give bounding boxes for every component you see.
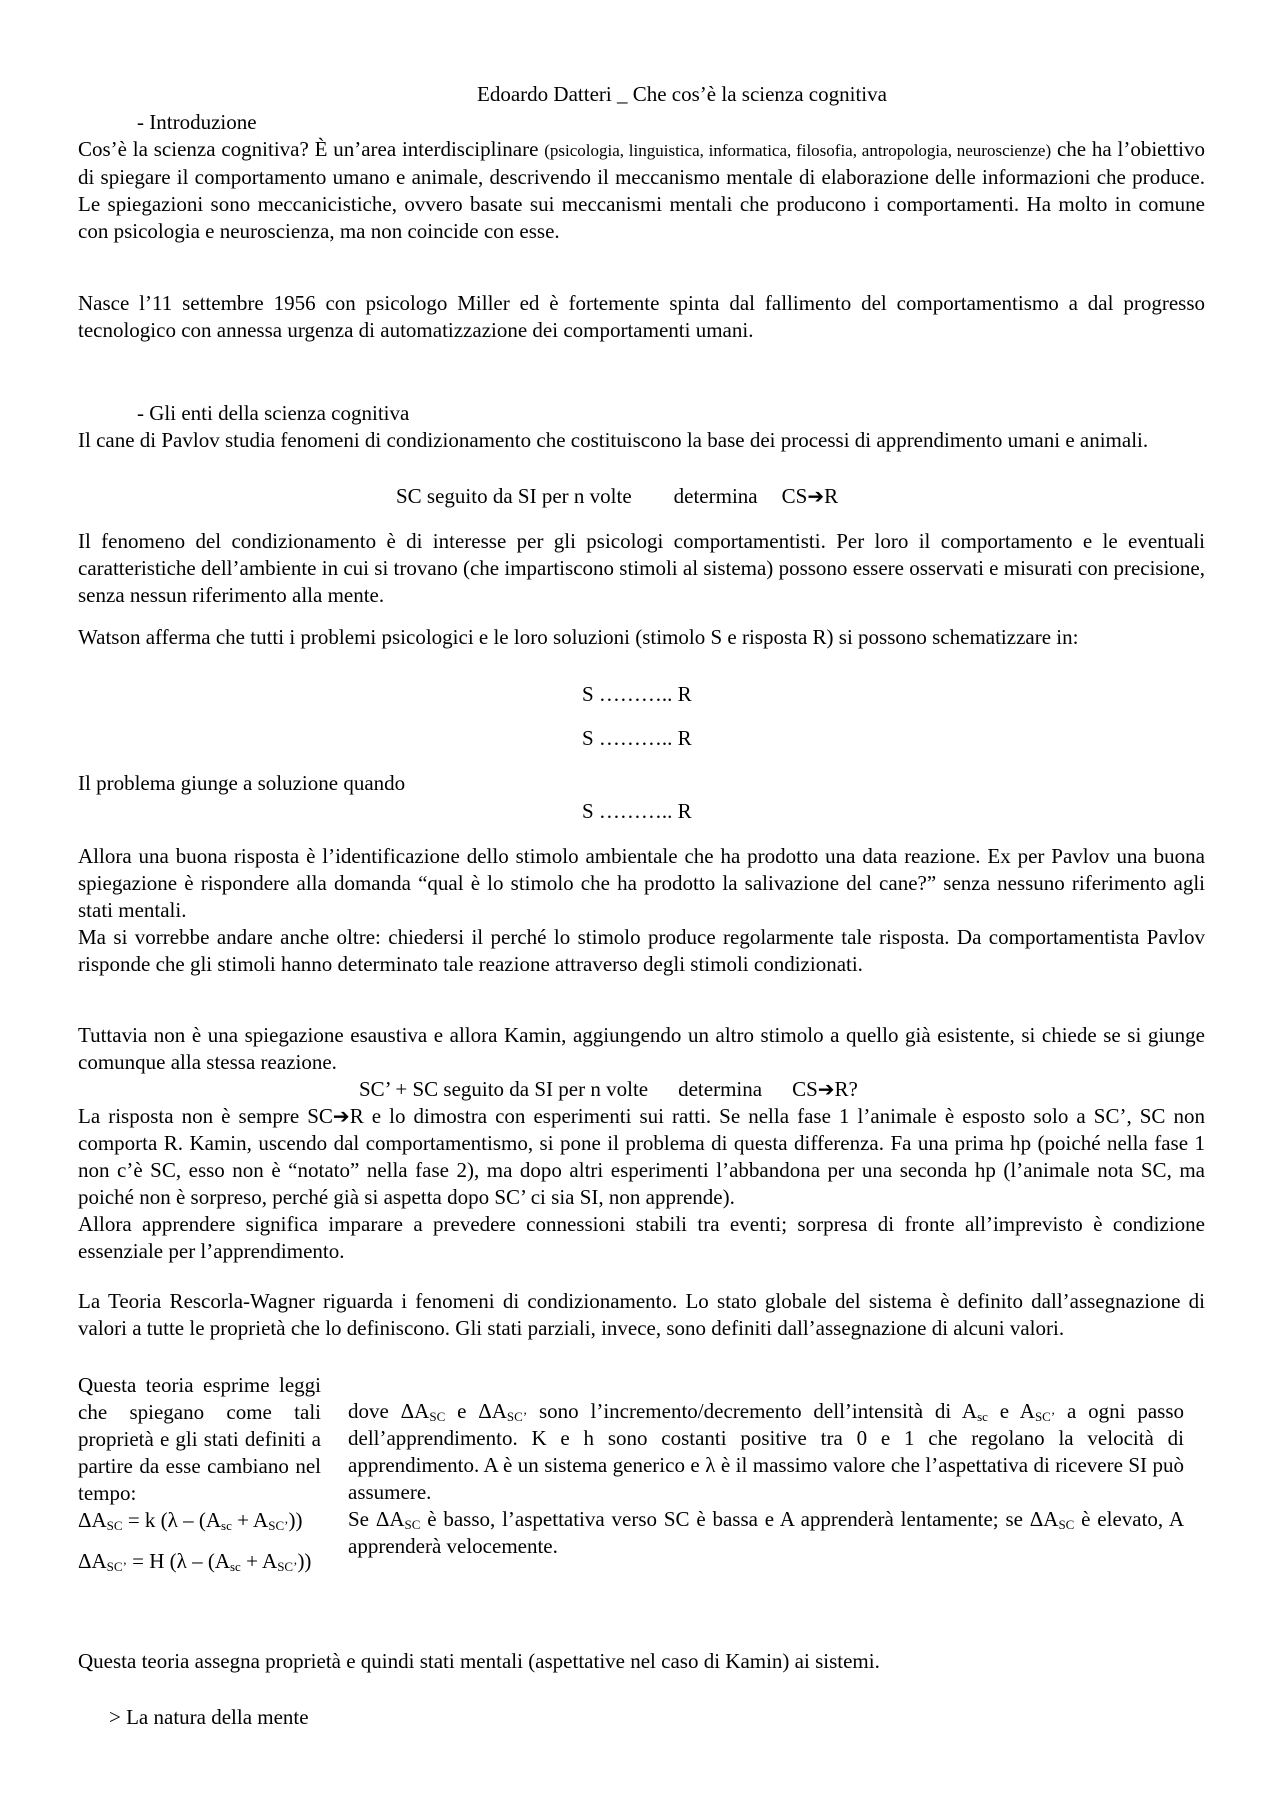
- disciplines-list: (psicologia, linguistica, informatica, filosofia, antropologia, neuroscienze): [544, 141, 1052, 160]
- paragraph-definition-start: Cos’è la scienza cognitiva? È un’area interdisciplinare: [78, 137, 545, 161]
- r1-a: dove: [348, 1399, 401, 1423]
- equations-column: [78, 1372, 321, 1575]
- paragraph-kamin-experiment-end: R e lo dimostra con esperimenti sui ratti. Se nella fase 1 l’animale è esposto solo a SC’, SC non comporta R. Kamin, uscendo dal comportamentismo, si pone il problema di questa differenza. Fa una prima hp (poiché nella fase 1 non c’è SC, esso non è “notato” nella fase 2), ma dopo altri esperimenti l’abbandona per una seconda hp (l’animale nota SC, ma poiché non è sorpreso, perché già si aspetta dopo SC’ ci sia SI, non apprende).: [78, 1104, 1206, 1209]
- r2-a: Se: [348, 1507, 376, 1531]
- arrow-icon: ➔: [817, 1077, 835, 1101]
- r2-delta-2: ΔA: [1029, 1507, 1059, 1531]
- sr-schema-3: S ……….. R: [582, 799, 692, 823]
- paragraph-origin: Nasce l’11 settembre 1956 con psicologo Miller ed è fortemente spinta dal fallimento del comportamentismo a dal progresso tecnologico con annessa urgenza di automatizzazione dei comportamenti umani.: [78, 291, 1205, 342]
- equation-delta-sc: [78, 1507, 321, 1534]
- sr-schema-1: S ……….. R: [582, 682, 692, 706]
- paragraph-behaviorists: Il fenomeno del condizionamento è di interesse per gli psicologi comportamentisti. Per loro il comportamento e le eventuali caratteristiche dell’ambiente in cui si trovano (che impartiscono stimoli al sistema) possono essere osservati e misurati con precisione, senza nessun riferimento alla mente.: [78, 529, 1205, 607]
- eq1-sub-sc: sc: [221, 1518, 232, 1533]
- formula-kamin-r: R?: [834, 1077, 858, 1101]
- eq2-delta: ΔA: [78, 1549, 107, 1573]
- eq2-sub-scp-2: SC’: [277, 1559, 298, 1574]
- eq1-plus: + A: [231, 1508, 269, 1532]
- theory-description: Questa teoria esprime leggi che spiegano come tali proprietà e gli stati definiti a partire da esse cambiano nel tempo:: [78, 1373, 321, 1505]
- paragraph-solution: Il problema giunge a soluzione quando: [78, 771, 406, 795]
- r2-delta-1: ΔA: [375, 1507, 405, 1531]
- arrow-icon: ➔: [807, 484, 825, 508]
- r1-b: e: [445, 1399, 479, 1423]
- formula-conditioning-r: R: [824, 484, 839, 508]
- formula-kamin-verb: determina: [678, 1077, 763, 1101]
- document-title: Edoardo Datteri _ Che cos’è la scienza cognitiva: [477, 82, 887, 106]
- paragraph-mental-states: Questa teoria assegna proprietà e quindi stati mentali (aspettative nel caso di Kamin) ai sistemi.: [78, 1649, 880, 1673]
- r2-b: è basso, l’aspettativa verso SC è bassa e A apprenderà lentamente; se: [420, 1507, 1030, 1531]
- r2-sub-2: SC: [1058, 1517, 1075, 1532]
- paragraph-beyond: Ma si vorrebbe andare anche oltre: chiedersi il perché lo stimolo produce regolarmente tale risposta. Da comportamentista Pavlov risponde che gli stimoli hanno determinato tale reazione attraverso degli stimoli condizionati.: [78, 925, 1205, 976]
- sr-schema-2: S ……….. R: [582, 726, 692, 750]
- eq1-delta: ΔA: [78, 1508, 107, 1532]
- arrow-icon: ➔: [332, 1104, 350, 1128]
- eq2-plus: + A: [240, 1549, 278, 1573]
- formula-conditioning-cs: CS: [781, 484, 808, 508]
- eq2-mid: = H (λ – (A: [126, 1549, 230, 1573]
- equation-delta-scp: [78, 1548, 321, 1575]
- section-heading-introduzione: - Introduzione: [137, 110, 257, 134]
- paragraph-definition-end: che ha l’obiettivo di spiegare il comportamento umano e animale, descrivendo il meccanismo mentale di elaborazione delle informazioni che produce. Le spiegazioni sono meccanicistiche, ovvero basate sui meccanismi mentali che producono i comportamenti. Ha molto in comune con psicologia e neuroscienza, ma non coincide con esse.: [78, 137, 1205, 243]
- explanation-column: [348, 1398, 1184, 1560]
- r2-sub-1: SC: [404, 1517, 421, 1532]
- formula-kamin: [359, 1076, 858, 1103]
- r1-sub-1: SC: [429, 1409, 446, 1424]
- r1-delta-2: ΔA: [478, 1399, 507, 1423]
- eq2-sub-scp: SC’: [106, 1559, 127, 1574]
- formula-conditioning-condition: SC seguito da SI per n volte: [396, 484, 632, 508]
- r1-e: a ogni passo dell’apprendimento. K e h sono costanti positive tra 0 e 1 che regolano la velocità di apprendimento. A è un sistema generico e λ è il massimo valore che l’aspettativa di ricevere SI può assumere.: [348, 1399, 1185, 1504]
- paragraph-watson: Watson afferma che tutti i problemi psicologici e le loro soluzioni (stimolo S e risposta R) si possono schematizzare in:: [78, 625, 1079, 649]
- r1-sub-2: SC’: [506, 1409, 528, 1424]
- paragraph-rescorla-wagner: La Teoria Rescorla-Wagner riguarda i fenomeni di condizionamento. Lo stato globale del sistema è definito dall’assegnazione di valori a tutte le proprietà che lo definiscono. Gli stati parziali, invece, sono definiti dall’assegnazione di alcuni valori.: [78, 1289, 1205, 1340]
- eq1-close: )): [288, 1508, 303, 1532]
- formula-kamin-condition: SC’ + SC seguito da SI per n volte: [359, 1077, 649, 1101]
- r2-c: è elevato, A apprenderà velocemente.: [348, 1507, 1185, 1558]
- formula-conditioning-verb: determina: [673, 484, 758, 508]
- eq2-sub-sc: sc: [230, 1559, 241, 1574]
- paragraph-definition: [78, 136, 1205, 245]
- paragraph-kamin: Tuttavia non è una spiegazione esaustiva e allora Kamin, aggiungendo un altro stimolo a quello già esistente, si chiede se si giunge comunque alla stessa reazione.: [78, 1023, 1205, 1074]
- r1-d: e A: [987, 1399, 1035, 1423]
- r1-sub-4: SC’: [1034, 1409, 1056, 1424]
- r1-c: sono l’incremento/decremento dell’intensità di A: [527, 1399, 978, 1423]
- paragraph-learning: Allora apprendere significa imparare a prevedere connessioni stabili tra eventi; sorpresa di fronte all’imprevisto è condizione essenziale per l’apprendimento.: [78, 1212, 1205, 1263]
- explanation-variables: [348, 1398, 1184, 1506]
- eq1-sub-scp: SC’: [268, 1518, 289, 1533]
- paragraph-pavlov: Il cane di Pavlov studia fenomeni di condizionamento che costituiscono la base dei processi di apprendimento umani e animali.: [78, 428, 1149, 452]
- paragraph-kamin-experiment-start: La risposta non è sempre SC: [78, 1104, 333, 1128]
- eq2-close: )): [297, 1549, 312, 1573]
- explanation-rate: [348, 1506, 1184, 1560]
- section-heading-natura-mente: > La natura della mente: [109, 1705, 309, 1729]
- eq1-mid: = k (λ – (A: [122, 1508, 222, 1532]
- paragraph-good-answer: Allora una buona risposta è l’identificazione dello stimolo ambientale che ha prodotto una data reazione. Ex per Pavlov una buona spiegazione è rispondere alla domanda “qual è lo stimolo che ha prodotto la salivazione del cane?” senza nessuno riferimento agli stati mentali.: [78, 844, 1205, 922]
- r1-sub-3: sc: [977, 1409, 988, 1424]
- r1-delta-1: ΔA: [400, 1399, 430, 1423]
- formula-conditioning: [396, 483, 838, 510]
- formula-kamin-cs: CS: [792, 1077, 818, 1101]
- paragraph-kamin-experiment: [78, 1103, 1205, 1211]
- eq1-sub-sc-upper: SC: [106, 1518, 123, 1533]
- section-heading-enti: - Gli enti della scienza cognitiva: [137, 401, 410, 425]
